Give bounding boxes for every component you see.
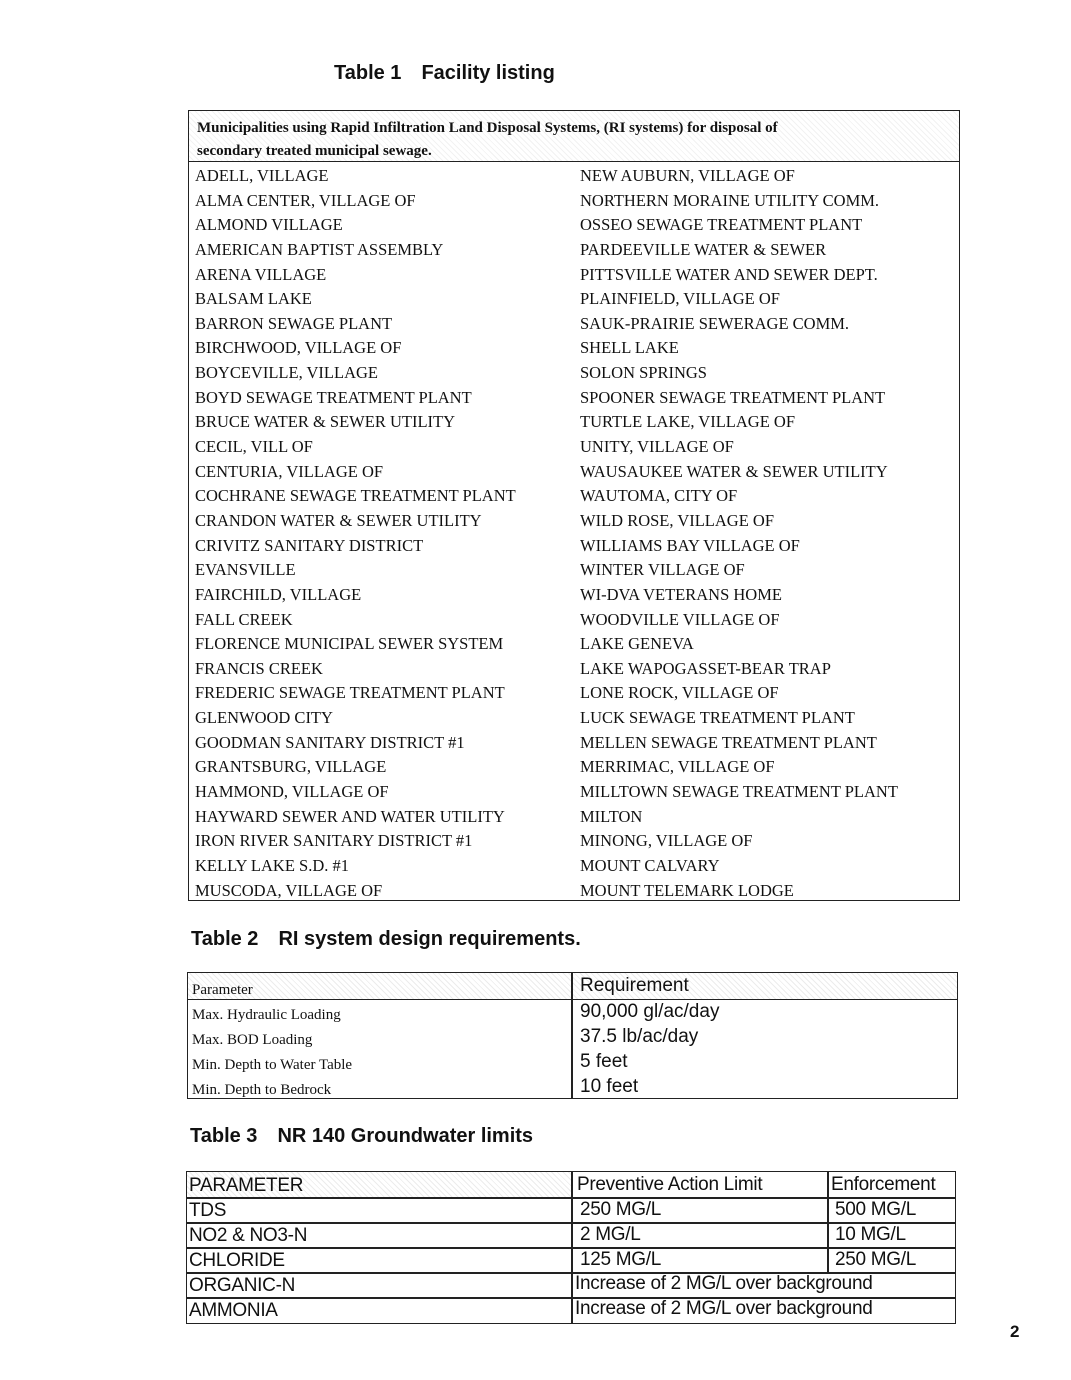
design-requirements-header-row [188,973,957,1000]
facility-item: MERRIMAC, VILLAGE OF [580,757,775,777]
param-cell: Min. Depth to Water Table [192,1057,353,1073]
facility-item: WAUTOMA, CITY OF [580,486,738,506]
param-cell: TDS [189,1200,227,1221]
facility-item: FLORENCE MUNICIPAL SEWER SYSTEM [195,634,504,654]
column-divider [571,1172,573,1323]
requirement-header: Requirement [580,975,689,996]
facility-item: MOUNT TELEMARK LODGE [580,880,794,900]
facility-item: PLAINFIELD, VILLAGE OF [580,289,780,309]
facility-item: MILLTOWN SEWAGE TREATMENT PLANT [580,782,898,802]
facility-item: ARENA VILLAGE [195,264,327,284]
facility-item: ALMOND VILLAGE [195,215,343,235]
facility-item: MUSCODA, VILLAGE OF [195,880,383,900]
facility-item: CECIL, VILL OF [195,437,313,457]
facility-item: NEW AUBURN, VILLAGE OF [580,166,795,185]
facility-item: PARDEEVILLE WATER & SEWER [580,239,827,259]
facility-item: BIRCHWOOD, VILLAGE OF [195,338,402,358]
facility-item: LAKE GENEVA [580,634,694,654]
facility-item: SHELL LAKE [580,338,679,358]
facility-item: FRANCIS CREEK [195,658,323,678]
table-1-caption [334,62,555,85]
facility-item: FALL CREEK [195,609,293,629]
facility-item: CRIVITZ SANITARY DISTRICT [195,535,424,555]
facility-item: TURTLE LAKE, VILLAGE OF [580,412,796,432]
facility-item: WILD ROSE, VILLAGE OF [580,510,775,530]
facility-item: UNITY, VILLAGE OF [580,437,734,457]
enforcement-header: Enforcement [831,1174,936,1195]
facility-list-right-column [580,164,898,901]
table-1-title: Facility listing [421,62,555,84]
facility-item: GRANTSBURG, VILLAGE [195,757,387,777]
facility-item: SOLON SPRINGS [580,363,707,383]
facility-item: WILLIAMS BAY VILLAGE OF [580,535,800,555]
table-3-title: NR 140 Groundwater limits [277,1125,534,1147]
facility-item: BOYD SEWAGE TREATMENT PLANT [195,387,472,407]
facility-item: WAUSAUKEE WATER & SEWER UTILITY [580,461,888,481]
facility-item: HAYWARD SEWER AND WATER UTILITY [195,806,505,826]
column-divider [827,1172,829,1272]
facility-item: LAKE WAPOGASSET-BEAR TRAP [580,658,831,678]
table-1-label: Table 1 [334,62,402,84]
facility-item: SAUK-PRAIRIE SEWERAGE COMM. [580,313,850,333]
facility-item: MOUNT CALVARY [580,855,720,875]
requirement-cell: 37.5 lb/ac/day [580,1026,699,1047]
facility-item: KELLY LAKE S.D. #1 [195,855,350,875]
facility-item: WOODVILLE VILLAGE OF [580,609,780,629]
table-3-label: Table 3 [190,1125,258,1147]
facility-item: BALSAM LAKE [195,289,312,309]
facility-item: FAIRCHILD, VILLAGE [195,584,362,604]
table-2-label: Table 2 [191,928,259,950]
table-2-title: RI system design requirements. [278,928,581,950]
facility-item: ALMA CENTER, VILLAGE OF [195,190,416,210]
param-cell: Max. Hydraulic Loading [192,1007,341,1023]
pal-cell: 2 MG/L [580,1224,641,1245]
facility-item: LUCK SEWAGE TREATMENT PLANT [580,708,855,728]
facility-item: WI-DVA VETERANS HOME [580,584,782,604]
facility-item: GOODMAN SANITARY DISTRICT #1 [195,732,465,752]
pal-cell: 250 MG/L [580,1199,662,1220]
facility-item: BRUCE WATER & SEWER UTILITY [195,412,456,432]
limit-note-cell: Increase of 2 MG/L over background [575,1273,873,1294]
enforcement-cell: 250 MG/L [835,1249,917,1270]
requirement-cell: 10 feet [580,1076,639,1097]
parameter-header: Parameter [192,982,253,998]
parameter-header: PARAMETER [189,1175,304,1196]
facility-listing-header-line-1: Municipalities using Rapid Infiltration Land Disposal Systems, (RI systems) for disposal of [197,120,778,136]
page-number: 2 [1010,1322,1020,1341]
facility-item: MILTON [580,806,643,826]
param-cell: AMMONIA [189,1300,278,1321]
facility-item: MELLEN SEWAGE TREATMENT PLANT [580,732,877,752]
facility-item: EVANSVILLE [195,560,296,580]
requirement-cell: 90,000 gl/ac/day [580,1001,720,1022]
facility-item: GLENWOOD CITY [195,708,333,728]
facility-item: ADELL, VILLAGE [195,166,329,185]
param-cell: NO2 & NO3-N [189,1225,308,1246]
limit-note-cell: Increase of 2 MG/L over background [575,1298,873,1319]
param-cell: Max. BOD Loading [192,1032,313,1048]
enforcement-cell: 500 MG/L [835,1199,917,1220]
facility-item: CRANDON WATER & SEWER UTILITY [195,510,482,530]
facility-listing-header [189,111,959,162]
table-2-caption [191,928,581,951]
table-3-caption [190,1125,533,1148]
facility-item: OSSEO SEWAGE TREATMENT PLANT [580,215,863,235]
facility-item: AMERICAN BAPTIST ASSEMBLY [195,239,444,259]
facility-listing-table [188,110,960,901]
facility-item: SPOONER SEWAGE TREATMENT PLANT [580,387,886,407]
pal-cell: 125 MG/L [580,1249,662,1270]
facility-item: NORTHERN MORAINE UTILITY COMM. [580,190,880,210]
facility-listing-header-line-2: secondary treated municipal sewage. [197,143,432,159]
facility-item: LONE ROCK, VILLAGE OF [580,683,779,703]
facility-item: BOYCEVILLE, VILLAGE [195,363,378,383]
facility-item: CENTURIA, VILLAGE OF [195,461,384,481]
facility-item: COCHRANE SEWAGE TREATMENT PLANT [195,486,516,506]
groundwater-limits-table [186,1171,956,1324]
facility-item: IRON RIVER SANITARY DISTRICT #1 [195,831,473,851]
facility-list-left-column [195,164,516,901]
param-cell: ORGANIC-N [189,1275,296,1296]
facility-item: MINONG, VILLAGE OF [580,831,753,851]
facility-item: PITTSVILLE WATER AND SEWER DEPT. [580,264,878,284]
requirement-cell: 5 feet [580,1051,628,1072]
preventive-action-limit-header: Preventive Action Limit [577,1174,763,1195]
column-divider [571,973,573,1098]
facility-item: BARRON SEWAGE PLANT [195,313,393,333]
design-requirements-table [187,972,958,1099]
enforcement-cell: 10 MG/L [835,1224,906,1245]
facility-item: FREDERIC SEWAGE TREATMENT PLANT [195,683,505,703]
facility-item: HAMMOND, VILLAGE OF [195,782,389,802]
facility-item: WINTER VILLAGE OF [580,560,745,580]
param-cell: Min. Depth to Bedrock [192,1082,332,1098]
param-cell: CHLORIDE [189,1250,285,1271]
